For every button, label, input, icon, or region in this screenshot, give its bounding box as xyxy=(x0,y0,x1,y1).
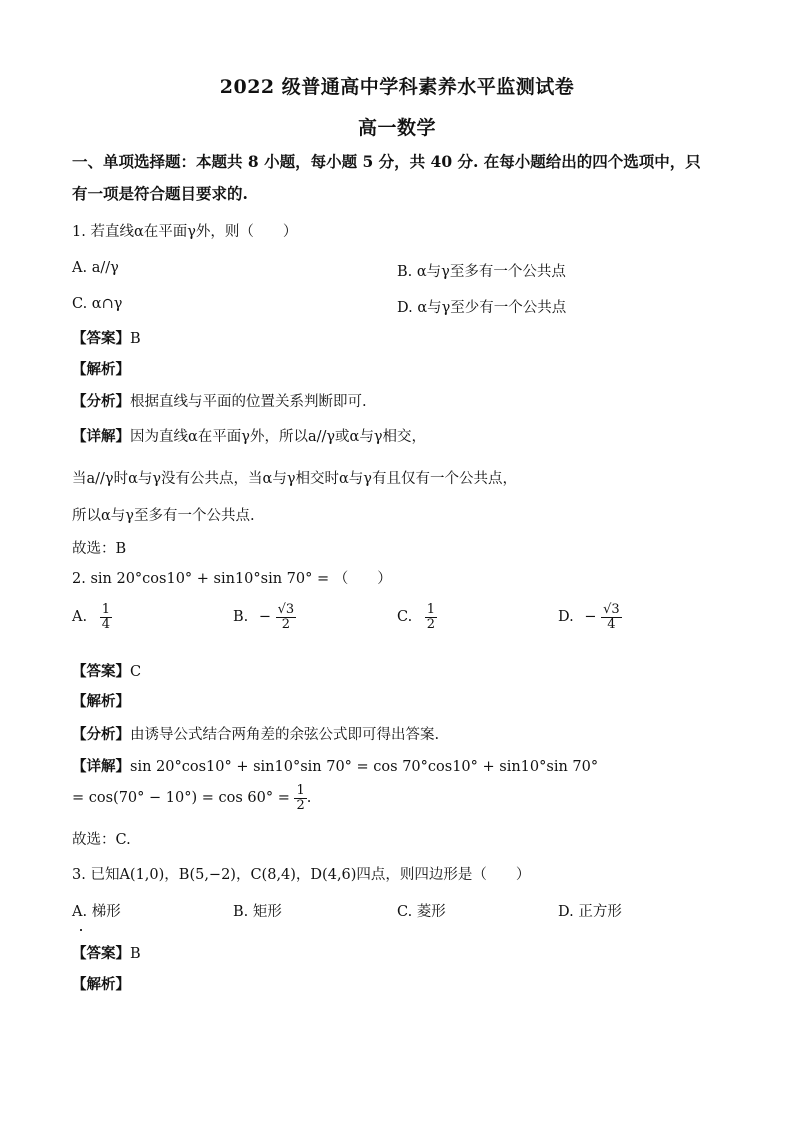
xiangjie-tag: 【详解】 xyxy=(72,758,130,775)
fenxi-tag: 【分析】 xyxy=(72,726,130,743)
fraction xyxy=(276,603,297,631)
q2-fenxi xyxy=(72,723,439,744)
equation-text: = cos(70° − 10°) = cos 60° = xyxy=(72,790,295,807)
answer-tag: 【答案】 xyxy=(72,663,130,680)
q2-detail-line2 xyxy=(72,784,311,812)
q3-analysis-tag: 【解析】 xyxy=(72,976,130,993)
minus-sign: − xyxy=(584,609,597,626)
q3-stem: 3. 已知A(1,0)，B(5,−2)，C(8,4)，D(4,6)四点，则四边形是（ ） xyxy=(72,867,531,883)
q2-option-c xyxy=(397,603,437,631)
q3-option-b: B. 矩形 xyxy=(233,904,282,920)
answer-value: B xyxy=(130,331,141,347)
q3-option-a: A. 梯形 xyxy=(72,904,121,920)
q1-fenxi xyxy=(72,390,367,411)
subject-title: 高一数学 xyxy=(357,117,436,139)
fenxi-text: 根据直线与平面的位置关系判断即可. xyxy=(130,394,367,410)
q3-option-c: C. 菱形 xyxy=(397,904,446,920)
denominator: 4 xyxy=(607,616,616,632)
fraction xyxy=(100,603,112,631)
option-label: A. xyxy=(72,609,88,626)
option-label: D. xyxy=(558,609,574,626)
exam-title: 2022 级普通高中学科素养水平监测试卷 xyxy=(219,76,575,98)
denominator: 2 xyxy=(426,616,436,632)
answer-value: C xyxy=(130,664,142,680)
xiangjie-text: sin 20°cos10° + sin10°sin 70° = cos 70°cos10° + sin10°sin 70° xyxy=(130,759,599,775)
q1-option-a: A. a//γ xyxy=(72,260,119,276)
q2-xiangjie xyxy=(72,755,598,776)
option-label: B. xyxy=(233,609,249,626)
q2-analysis-tag: 【解析】 xyxy=(72,693,130,710)
q1-analysis-tag: 【解析】 xyxy=(72,361,130,378)
minus-sign: − xyxy=(258,609,272,626)
answer-tag: 【答案】 xyxy=(72,330,130,347)
period: . xyxy=(306,790,312,807)
q2-option-a xyxy=(72,603,112,631)
q1-detail-line2: 当a//γ时α与γ没有公共点，当α与γ相交时α与γ有且仅有一个公共点， xyxy=(72,471,517,487)
q2-answer xyxy=(72,660,141,681)
fenxi-text: 由诱导公式结合两角差的余弦公式即可得出答案. xyxy=(130,727,440,743)
q3-answer xyxy=(72,942,141,963)
q1-option-c: C. α∩γ xyxy=(72,296,123,312)
fraction xyxy=(294,784,306,812)
q1-stem: 1. 若直线α在平面γ外，则（ ） xyxy=(72,224,298,240)
q1-xiangjie xyxy=(72,425,426,446)
fraction xyxy=(425,603,437,631)
denominator: 2 xyxy=(281,616,291,632)
fenxi-tag: 【分析】 xyxy=(72,393,130,410)
q2-choose: 故选：C. xyxy=(72,832,131,848)
xiangjie-text: 因为直线α在平面γ外，所以a//γ或α与γ相交， xyxy=(130,429,426,445)
q1-option-d: D. α与γ至少有一个公共点 xyxy=(397,300,567,316)
fraction xyxy=(601,603,622,631)
denominator: 4 xyxy=(101,616,110,632)
option-label: C. xyxy=(397,609,413,626)
q2-stem: 2. sin 20°cos10° + sin10°sin 70° = （ ） xyxy=(72,571,392,587)
denominator: 2 xyxy=(296,797,305,813)
section-heading-line2: 有一项是符合题目要求的. xyxy=(72,184,248,203)
q1-detail-line3: 所以α与γ至多有一个公共点. xyxy=(72,508,255,524)
xiangjie-tag: 【详解】 xyxy=(72,428,130,445)
q3-option-d: D. 正方形 xyxy=(558,904,622,920)
numerator: √3 xyxy=(277,602,295,617)
q1-option-b: B. α与γ至多有一个公共点 xyxy=(397,264,566,280)
q1-answer xyxy=(72,327,141,348)
numerator: √3 xyxy=(603,602,620,617)
q2-option-d xyxy=(558,603,622,631)
numerator: 1 xyxy=(296,783,305,798)
numerator: 1 xyxy=(426,602,436,617)
answer-tag: 【答案】 xyxy=(72,945,130,962)
q1-choose: 故选：B xyxy=(72,541,127,557)
q2-option-b xyxy=(233,603,296,631)
numerator: 1 xyxy=(101,602,110,617)
section-heading-line1: 一、单项选择题：本题共 8 小题，每小题 5 分，共 40 分. 在每小题给出的四个选项中，只 xyxy=(72,152,701,171)
answer-value: B xyxy=(130,946,141,962)
stray-dot xyxy=(80,929,82,931)
